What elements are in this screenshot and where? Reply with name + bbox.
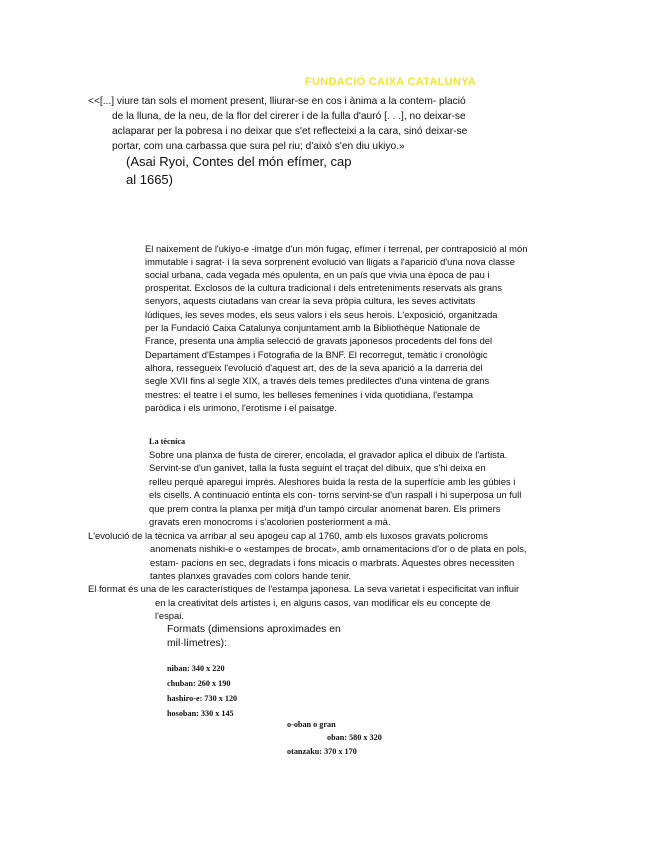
format-line: en la creativitat dels artistes i, en alguns casos, van modificar els eu concepte de	[155, 597, 491, 608]
quote-citation: al 1665)	[126, 172, 173, 187]
formats-title: Formats (dimensions aproximades en	[167, 624, 341, 635]
evolution-line: anomenats nishiki-e o «estampes de brocat», amb ornamentacions d'or o de plata en pols,	[150, 543, 527, 554]
technique-line: relleu perquè aparegui imprès. Aleshores buida la resta de la superfície amb les gúbies i	[149, 476, 516, 487]
quote-line: <<[...] viure tan sols el moment present, lliurar-se en cos i ànima a la contem- plació	[88, 96, 466, 107]
format-line: El format és una de les característiques de l'estampa japonesa. La seva varietat i especificitat van influir	[88, 583, 520, 594]
quote-line: de la lluna, de la neu, de la flor del cirerer i de la fulla d'auró [. . .], no deixar-se	[112, 111, 466, 122]
intro-line: immutable i sagrat- i la seva sorprenent evolució van lligats a l'aparició d'una nova classe	[145, 256, 515, 267]
technique-line: Sobre una planxa de fusta de cirerer, encolada, el gravador aplica el dibuix de l'artista.	[149, 449, 508, 460]
format-item: o-oban o gran	[287, 720, 336, 729]
intro-line: segle XVII fins al segle XIX, a través dels temes predilectes d'una vintena de grans	[145, 375, 490, 386]
format-item: otanzaku: 370 x 170	[287, 747, 357, 756]
intro-line: Departament d'Estampes i Fotografia de la BNF. El recorregut, temàtic i cronològic	[145, 349, 488, 360]
evolution-line: tantes planxes gravades com colors hande tenir.	[150, 570, 352, 581]
technique-line: gravats eren monocroms i s'acolorien posteriorment a mà.	[149, 516, 391, 527]
intro-line: France, presenta una àmplia selecció de gravats japonesos procedents del fons del	[145, 335, 493, 346]
intro-line: prosperitat. Exclosos de la cultura tradicional i dels entreteniments reservats als grans	[145, 282, 502, 293]
format-item: niban: 340 x 220	[167, 664, 225, 673]
formats-title: mil·límetres):	[167, 638, 228, 649]
format-item: oban: 580 x 320	[327, 733, 382, 742]
technique-heading: La tècnica	[149, 437, 186, 446]
evolution-line: estam- pacions en sec, degradats i fons micacis o marbrats. Aquestes obres necessiten	[150, 557, 515, 568]
technique-line: els cisells. A continuació entinta els con- torns servint-se d'un raspall i hi superposa un full	[149, 489, 522, 500]
intro-line: El naixement de l'ukiyo-e -imatge d'un món fugaç, efímer i terrenal, per contraposició al món	[145, 243, 528, 254]
quote-line: portar, com una carbassa que sura pel riu; d'això s'en diu ukiyo.»	[112, 141, 405, 152]
intro-line: per la Fundació Caixa Catalunya conjuntament amb la Bibliothèque Nationale de	[145, 322, 481, 333]
format-line: l'espai.	[155, 610, 184, 621]
format-item: hosoban: 330 x 145	[167, 709, 234, 718]
intro-line: paròdica i els urimono, l'erotisme i el paisatge.	[145, 402, 337, 413]
format-item: hashiro-e: 730 x 120	[167, 694, 238, 703]
intro-line: alhora, ressegueix l'evolució d'aquest art, des de la seva aparició a la darreria del	[145, 362, 483, 373]
quote-citation: (Asai Ryoi, Contes del món efímer, cap	[126, 154, 352, 169]
technique-line: Servint-se d'un ganivet, talla la fusta seguint el traçat del dibuix, que s'hi deixa en	[149, 462, 486, 473]
page-header-title: FUNDACIÓ CAIXA CATALUNYA	[305, 76, 476, 88]
evolution-line: L'evolució de la tècnica va arribar al seu apogeu cap al 1760, amb els luxosos gravats policroms	[88, 530, 488, 541]
intro-line: mestres: el teatre i el sumo, les belleses femenines i vida quotidiana, l'estampa	[145, 389, 473, 400]
format-item: chuban: 260 x 190	[167, 679, 231, 688]
intro-line: senyors, aquests ciutadans van crear la seva pròpia cultura, les seves activitats	[145, 295, 476, 306]
quote-line: aclaparar per la pobresa i no deixar que s'et reflecteixi a la cara, sinó deixar-se	[112, 126, 468, 137]
technique-line: que prem contra la planxa per mitjà d'un tampó circular anomenat baren. Els primers	[149, 503, 501, 514]
intro-line: lúdiques, les seves modes, els seus valors i els seus herois. L'exposició, organitzada	[145, 309, 498, 320]
intro-line: social urbana, cada vegada més opulenta, en un país que vivia una època de pau i	[145, 269, 490, 280]
